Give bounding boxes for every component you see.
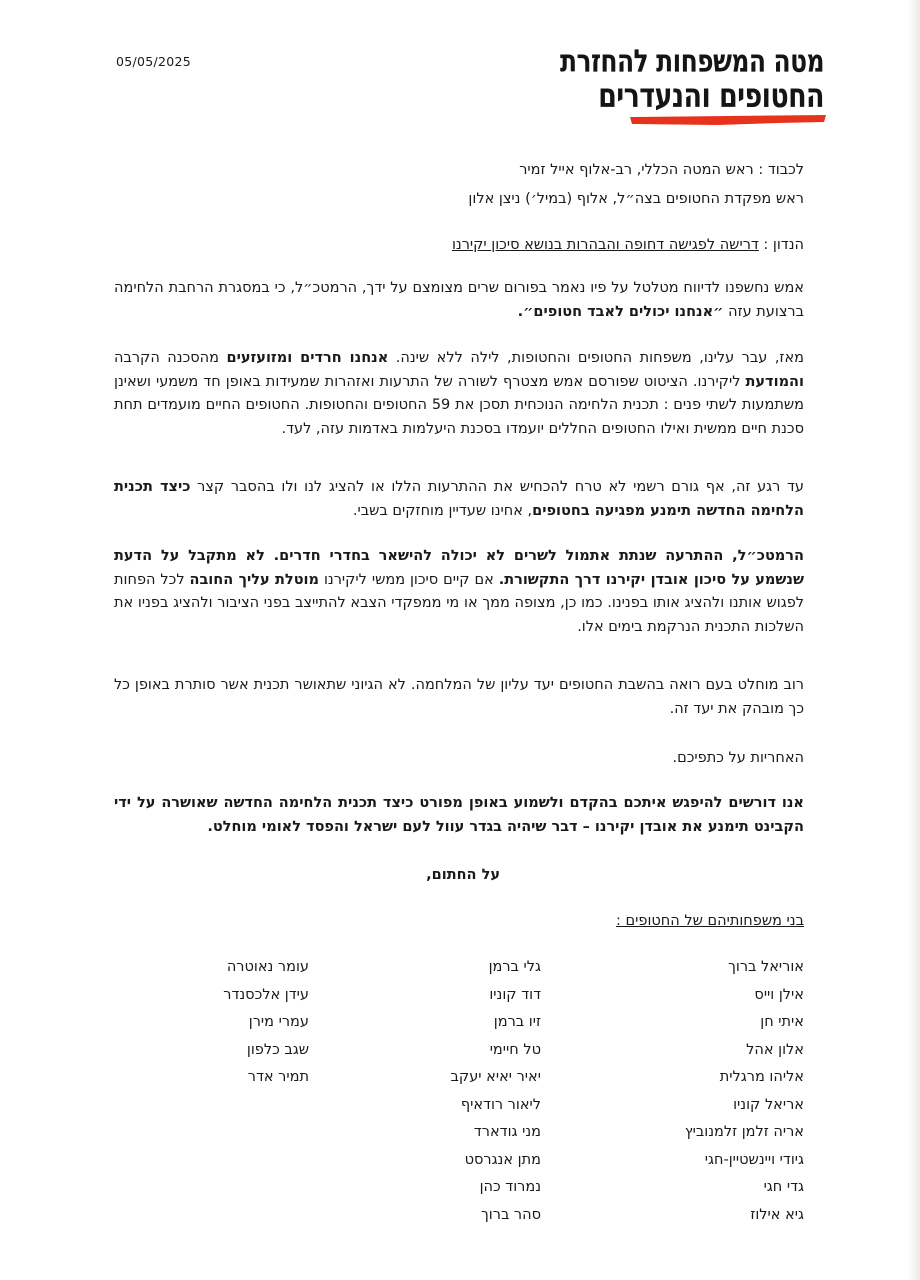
signatory-name: גיא אילוז xyxy=(750,1206,804,1223)
signatory-name: שגב כלפון xyxy=(246,1041,309,1058)
paragraph-4-bold-a: הרמטכ״ל, ההתרעה שנתת אתמול לשרים לא יכולה להישאר בחדרי חדרים. לא מתקבל על הדעת שנשמע על סיכון אובדן יקירנו דרך התקשורת. xyxy=(114,548,804,588)
signatory-name: עידן אלכסנדר xyxy=(223,986,309,1003)
paragraph-3-text-b: , אחינו שעדיין מוחזקים בשבי. xyxy=(352,502,533,519)
paragraph-1-quote: ״אנחנו יכולים לאבד חטופים״. xyxy=(517,303,724,320)
signatories-column-3 xyxy=(223,954,309,1092)
paragraph-2 xyxy=(114,347,804,441)
paragraph-7: אנו דורשים להיפגש איתכם בהקדם ולשמוע באופן מפורט כיצד תכנית הלחימה החדשה שאושרה על ידי הקבינט תימנע את אובדן יקירנו – דבר שיהיה בגדר עוול לעם ישראל והפסד לאומי מוחלט. xyxy=(114,795,804,835)
signatory-name: מני גודארד xyxy=(473,1124,541,1140)
signatory-name: גלי ברמן xyxy=(488,959,541,975)
signatories-column-1 xyxy=(685,954,804,1229)
signatory-name: אוריאל ברוך xyxy=(728,959,804,975)
signatory-name: אילן וייס xyxy=(754,986,804,1003)
logo-text-line1: מטה המשפחות להחזרת xyxy=(560,42,824,79)
paragraph-5: רוב מוחלט בעם רואה בהשבת החטופים יעד עליון של המלחמה. לא הגיוני שתאושר תכנית אשר סותרת באופן כל כך מובהק את יעד זה. xyxy=(114,677,804,717)
signatory-name: גדי חגי xyxy=(763,1179,804,1195)
signatory-name: טל חיימי xyxy=(489,1041,541,1058)
signatory-name: תמיר אדר xyxy=(247,1069,309,1085)
signatory-name: אריה זלמן זלמנוביץ xyxy=(684,1124,804,1140)
signatory-name: יאיר יאיא יעקב xyxy=(450,1069,541,1085)
subject-label: הנדון : xyxy=(763,237,804,253)
signatory-name: אליהו מרגלית xyxy=(719,1069,804,1085)
signatory-name: עמרי מירן xyxy=(248,1014,309,1030)
subject-line xyxy=(452,234,804,257)
paragraph-1-text: אמש נחשפנו לדיווח מטלטל על פיו נאמר בפורום שרים מצומצם על ידך, הרמטכ״ל, כי במסגרת הרחבת הלחימה ברצועת עזה xyxy=(114,280,804,320)
organization-logo xyxy=(560,42,824,116)
signatory-name: מתן אנגרסט xyxy=(464,1151,541,1168)
paragraph-2-text-a: מאז, עבר עלינו, משפחות החטופים והחטופות, לילה ללא שינה. xyxy=(388,350,804,366)
paragraph-4-bold-b: מוטלת עליך החובה xyxy=(189,571,320,588)
signatory-name: אלון אהל xyxy=(746,1041,804,1058)
signatory-name: אריאל קוניו xyxy=(733,1096,804,1113)
signatory-name: סהר ברוך xyxy=(481,1206,541,1223)
page-edge-shadow xyxy=(908,0,920,1280)
recipient-line-1: לכבוד : ראש המטה הכללי, רב-אלוף אייל זמיר xyxy=(519,162,804,178)
signatory-name: זיו ברמן xyxy=(493,1014,541,1030)
signatories-heading: בני משפחותיהם של החטופים : xyxy=(616,913,804,929)
signatory-name: איתי חן xyxy=(760,1014,804,1030)
logo-text-line2: החטופים והנעדרים xyxy=(598,76,824,116)
recipient-line-2: ראש מפקדת החטופים בצה״ל, אלוף (במיל׳) ניצן אלון xyxy=(468,191,804,207)
paragraph-6: האחריות על כתפיכם. xyxy=(672,750,804,766)
paragraph-3 xyxy=(114,476,804,523)
paragraph-4 xyxy=(114,545,804,639)
signatories-column-2 xyxy=(451,954,541,1229)
signatory-name: נמרוד כהן xyxy=(479,1179,541,1195)
paragraph-2-bold-b: והמודעת xyxy=(745,373,804,390)
paragraph-2-bold-a: אנחנו חרדים ומזועזעים xyxy=(226,350,389,366)
signatories-list xyxy=(114,954,804,1224)
signoff: על החתום, xyxy=(426,867,500,883)
paragraph-3-bold: כיצד תכנית הלחימה החדשה תימנע מפגיעה בחטופים xyxy=(114,479,804,519)
paragraph-4-text-a: אם קיים סיכון ממשי ליקירנו xyxy=(319,571,499,588)
signatory-name: גיודי ויינשטיין-חגי xyxy=(704,1151,804,1168)
signatory-name: דוד קוניו xyxy=(489,986,541,1003)
logo-brush-stroke-icon xyxy=(628,114,828,126)
subject-text: דרישה לפגישה דחופה והבהרות בנושא סיכון יקירנו xyxy=(451,237,759,253)
signatory-name: ליאור רודאיף xyxy=(460,1096,541,1113)
paragraph-1 xyxy=(114,277,804,324)
signatory-name: עומר נאוטרה xyxy=(226,959,309,975)
paragraph-2-text-c: ליקירנו. הציטוט שפורסם אמש מצטרף לשורה של התרעות ואזהרות שמעידות באופן חד משמעי ושאינן משתמעות לשתי פנים : תכנית הלחימה הנוכחית תסכן את 59 החטופים והחטופות. החטופים החיים מועמדים תחת סכנת חיים ממשית ואילו החטופים החללים יועמדו בסכנת היעלמות באדמות עזה, לעד. xyxy=(114,373,804,437)
letter-date: 05/05/2025 xyxy=(116,54,192,69)
paragraph-4-text-b: לכל הפחות לפגוש אותנו ולהציג אותו בפנינו. כמו כן, מצופה ממך או מי ממפקדי הצבא להתייצב בפני הציבור ולהציג בפניו את השלכות התכנית הנרקמת בימים אלו. xyxy=(114,571,804,635)
paragraph-2-text-b: מהסכנה הקרבה xyxy=(114,350,227,366)
paragraph-3-text-a: עד רגע זה, אף גורם רשמי לא טרח להכחיש את ההתרעות הללו או להציג לנו ולו בהסבר קצר xyxy=(190,479,804,495)
